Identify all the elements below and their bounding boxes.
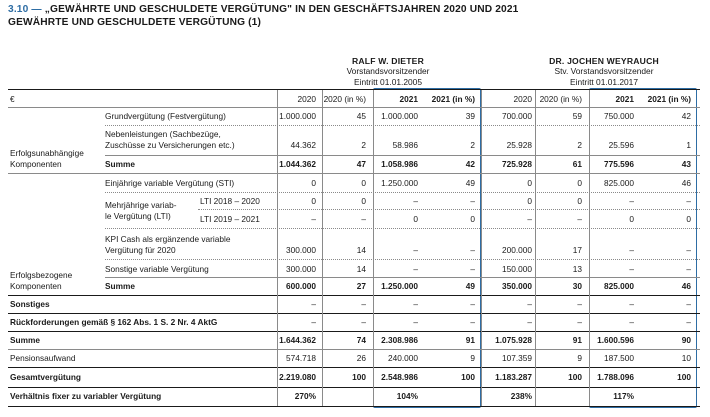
value-cell: 825.000 bbox=[604, 281, 634, 291]
group-label: Komponenten bbox=[10, 281, 62, 291]
rule-header-bottom bbox=[8, 107, 700, 108]
value-cell: 0 bbox=[311, 178, 316, 188]
column-header: 2021 (in %) bbox=[431, 94, 475, 104]
value-cell: 0 bbox=[361, 178, 366, 188]
row-divider bbox=[105, 125, 700, 126]
value-cell: – bbox=[413, 317, 418, 327]
value-cell: 0 bbox=[527, 178, 532, 188]
value-cell: 1.075.928 bbox=[495, 335, 532, 345]
value-cell: 574.718 bbox=[286, 353, 316, 363]
value-cell: – bbox=[413, 196, 418, 206]
value-cell: – bbox=[527, 317, 532, 327]
person-role: Vorstandsvorsitzender bbox=[346, 66, 430, 77]
value-cell: – bbox=[413, 299, 418, 309]
value-cell: – bbox=[686, 299, 691, 309]
value-cell: 1.250.000 bbox=[381, 178, 418, 188]
value-cell: 42 bbox=[465, 159, 475, 169]
value-cell: – bbox=[311, 299, 316, 309]
value-cell: – bbox=[413, 245, 418, 255]
value-cell: – bbox=[686, 317, 691, 327]
title-line-1: „GEWÄHRTE UND GESCHULDETE VERGÜTUNG" IN DEN GESCHÄFTSJAHREN 2020 UND 2021 bbox=[44, 4, 519, 15]
value-cell: – bbox=[629, 264, 634, 274]
row-divider bbox=[198, 209, 700, 210]
column-header: 2020 bbox=[297, 94, 316, 104]
value-cell: 9 bbox=[470, 353, 475, 363]
value-cell: 350.000 bbox=[502, 281, 532, 291]
rule-summe bbox=[8, 331, 700, 332]
value-cell: – bbox=[311, 214, 316, 224]
row-label: Vergütung für 2020 bbox=[105, 245, 176, 255]
value-cell: 14 bbox=[356, 245, 366, 255]
row-label: Verhältnis fixer zu variabler Vergütung bbox=[10, 391, 162, 401]
row-label: Sonstige variable Vergütung bbox=[105, 264, 209, 274]
group-label: Erfolgsbezogene bbox=[10, 270, 73, 280]
value-cell: – bbox=[470, 299, 475, 309]
value-cell: 2.548.986 bbox=[381, 372, 418, 382]
value-cell: 1.788.096 bbox=[597, 372, 634, 382]
column-header: 2020 bbox=[513, 94, 532, 104]
value-cell: 0 bbox=[311, 196, 316, 206]
row-divider bbox=[105, 155, 700, 156]
value-cell: 13 bbox=[572, 264, 582, 274]
value-cell: 58.986 bbox=[392, 140, 418, 150]
title-line-2: GEWÄHRTE UND GESCHULDETE VERGÜTUNG (1) bbox=[8, 16, 262, 28]
value-cell: 825.000 bbox=[604, 178, 634, 188]
value-cell: 0 bbox=[527, 196, 532, 206]
value-cell: 49 bbox=[465, 178, 475, 188]
table-title bbox=[8, 4, 518, 29]
value-cell: 17 bbox=[572, 245, 582, 255]
person-entry: Eintritt 01.01.2017 bbox=[570, 76, 638, 87]
value-cell: 100 bbox=[568, 372, 582, 382]
value-cell: 107.359 bbox=[502, 353, 532, 363]
group-label: Komponenten bbox=[10, 159, 62, 169]
row-label: Summe bbox=[10, 335, 40, 345]
value-cell: 26 bbox=[356, 353, 366, 363]
value-cell: – bbox=[470, 245, 475, 255]
value-cell: 700.000 bbox=[502, 111, 532, 121]
value-cell: – bbox=[470, 264, 475, 274]
column-header: 2021 bbox=[399, 94, 418, 104]
value-cell: 91 bbox=[572, 335, 582, 345]
value-cell: 0 bbox=[629, 214, 634, 224]
value-cell: – bbox=[470, 317, 475, 327]
value-cell: 59 bbox=[572, 111, 582, 121]
value-cell: 1.000.000 bbox=[381, 111, 418, 121]
value-cell: 45 bbox=[356, 111, 366, 121]
value-cell: 270% bbox=[294, 391, 316, 401]
row-label: KPI Cash als ergänzende variable bbox=[105, 234, 231, 244]
value-cell: 725.928 bbox=[502, 159, 532, 169]
value-cell: 2 bbox=[577, 140, 582, 150]
rule-gesamt bbox=[8, 367, 700, 368]
value-cell: 39 bbox=[465, 111, 475, 121]
rule-rueck bbox=[8, 313, 700, 314]
value-cell: 47 bbox=[356, 159, 366, 169]
value-cell: 0 bbox=[361, 196, 366, 206]
value-cell: 750.000 bbox=[604, 111, 634, 121]
row-label: Zuschüsse zu Versicherungen etc.) bbox=[105, 140, 235, 150]
value-cell: 30 bbox=[572, 281, 582, 291]
value-cell: 1.058.986 bbox=[381, 159, 418, 169]
person-role: Stv. Vorstandsvorsitzender bbox=[554, 66, 654, 77]
value-cell: 46 bbox=[681, 178, 691, 188]
rule-header-top bbox=[8, 89, 700, 90]
value-cell: 300.000 bbox=[286, 264, 316, 274]
value-cell: 25.928 bbox=[506, 140, 532, 150]
rule-bottom bbox=[8, 406, 700, 407]
value-cell: – bbox=[527, 214, 532, 224]
row-sublabel: LTI 2019 – 2021 bbox=[200, 214, 260, 224]
value-cell: 9 bbox=[577, 353, 582, 363]
value-cell: 200.000 bbox=[502, 245, 532, 255]
value-cell: 104% bbox=[396, 391, 418, 401]
value-cell: 74 bbox=[356, 335, 366, 345]
row-label: Nebenleistungen (Sachbezüge, bbox=[105, 129, 221, 139]
person-header-dieter bbox=[300, 56, 476, 87]
value-cell: – bbox=[577, 317, 582, 327]
value-cell: 100 bbox=[352, 372, 366, 382]
value-cell: 100 bbox=[677, 372, 691, 382]
value-cell: 187.500 bbox=[604, 353, 634, 363]
value-cell: 1.183.287 bbox=[495, 372, 532, 382]
value-cell: 775.596 bbox=[604, 159, 634, 169]
person-entry: Eintritt 01.01.2005 bbox=[354, 76, 422, 87]
value-cell: 2.308.986 bbox=[381, 335, 418, 345]
value-cell: 100 bbox=[461, 372, 475, 382]
row-label: Mehrjährige variab- bbox=[105, 200, 177, 210]
value-cell: 2 bbox=[361, 140, 366, 150]
row-label: Gesamtvergütung bbox=[10, 372, 81, 382]
row-label: Einjährige variable Vergütung (STI) bbox=[105, 178, 235, 188]
row-label: Rückforderungen gemäß § 162 Abs. 1 S. 2 Nr. 4 AktG bbox=[10, 317, 218, 327]
value-cell: – bbox=[629, 317, 634, 327]
row-label: Summe bbox=[105, 281, 135, 291]
column-header: 2020 (in %) bbox=[323, 94, 366, 104]
value-cell: – bbox=[686, 245, 691, 255]
value-cell: 1.600.596 bbox=[597, 335, 634, 345]
group-divider bbox=[8, 173, 700, 174]
rule-sonstiges bbox=[8, 295, 700, 296]
value-cell: 0 bbox=[470, 214, 475, 224]
column-header: 2021 (in %) bbox=[647, 94, 691, 104]
value-cell: 0 bbox=[686, 214, 691, 224]
value-cell: 46 bbox=[681, 281, 691, 291]
person-name: RALF W. DIETER bbox=[351, 56, 425, 66]
row-divider bbox=[105, 277, 700, 278]
row-label: Grundvergütung (Festvergütung) bbox=[105, 111, 226, 121]
row-label: Pensionsaufwand bbox=[10, 353, 76, 363]
value-cell: – bbox=[361, 214, 366, 224]
value-cell: – bbox=[629, 245, 634, 255]
value-cell: 2.219.080 bbox=[279, 372, 316, 382]
rule-verh bbox=[8, 387, 700, 388]
value-cell: 1.250.000 bbox=[381, 281, 418, 291]
value-cell: 25.596 bbox=[608, 140, 634, 150]
value-cell: 14 bbox=[356, 264, 366, 274]
value-cell: 150.000 bbox=[502, 264, 532, 274]
row-divider bbox=[8, 349, 700, 350]
title-dash: — bbox=[31, 4, 42, 15]
value-cell: – bbox=[686, 264, 691, 274]
value-cell: 0 bbox=[577, 178, 582, 188]
value-cell: 42 bbox=[681, 111, 691, 121]
row-label: Sonstiges bbox=[10, 299, 50, 309]
column-divider bbox=[535, 90, 536, 406]
value-cell: 43 bbox=[681, 159, 691, 169]
person-name: DR. JOCHEN WEYRAUCH bbox=[549, 56, 659, 66]
row-label: Summe bbox=[105, 159, 135, 169]
value-cell: – bbox=[577, 299, 582, 309]
row-divider bbox=[105, 259, 700, 260]
value-cell: – bbox=[629, 196, 634, 206]
value-cell: – bbox=[527, 299, 532, 309]
row-sublabel: LTI 2018 – 2020 bbox=[200, 196, 260, 206]
value-cell: 90 bbox=[681, 335, 691, 345]
value-cell: 300.000 bbox=[286, 245, 316, 255]
table-number: 3.10 bbox=[8, 4, 29, 15]
value-cell: 91 bbox=[465, 335, 475, 345]
row-divider bbox=[105, 192, 700, 193]
value-cell: 0 bbox=[577, 196, 582, 206]
value-cell: – bbox=[361, 317, 366, 327]
value-cell: 117% bbox=[613, 391, 634, 401]
value-cell: – bbox=[686, 196, 691, 206]
value-cell: 61 bbox=[572, 159, 582, 169]
value-cell: – bbox=[629, 299, 634, 309]
value-cell: 44.362 bbox=[290, 140, 316, 150]
row-divider bbox=[105, 228, 700, 229]
value-cell: 27 bbox=[356, 281, 366, 291]
value-cell: 0 bbox=[413, 214, 418, 224]
value-cell: 600.000 bbox=[286, 281, 316, 291]
value-cell: 238% bbox=[510, 391, 532, 401]
value-cell: – bbox=[311, 317, 316, 327]
value-cell: 10 bbox=[681, 353, 691, 363]
value-cell: 2 bbox=[470, 140, 475, 150]
value-cell: 240.000 bbox=[388, 353, 418, 363]
value-cell: 1 bbox=[686, 140, 691, 150]
value-cell: – bbox=[577, 214, 582, 224]
currency-label: € bbox=[10, 94, 15, 104]
value-cell: – bbox=[413, 264, 418, 274]
value-cell: 49 bbox=[465, 281, 475, 291]
value-cell: 1.000.000 bbox=[279, 111, 316, 121]
column-header: 2021 bbox=[615, 94, 634, 104]
group-label: Erfolgsunabhängige bbox=[10, 148, 84, 158]
value-cell: – bbox=[361, 299, 366, 309]
column-header: 2020 (in %) bbox=[539, 94, 582, 104]
person-header-weyrauch bbox=[516, 56, 692, 87]
value-cell: 1.044.362 bbox=[279, 159, 316, 169]
value-cell: – bbox=[470, 196, 475, 206]
row-label: le Vergütung (LTI) bbox=[105, 211, 171, 221]
value-cell: 1.644.362 bbox=[279, 335, 316, 345]
